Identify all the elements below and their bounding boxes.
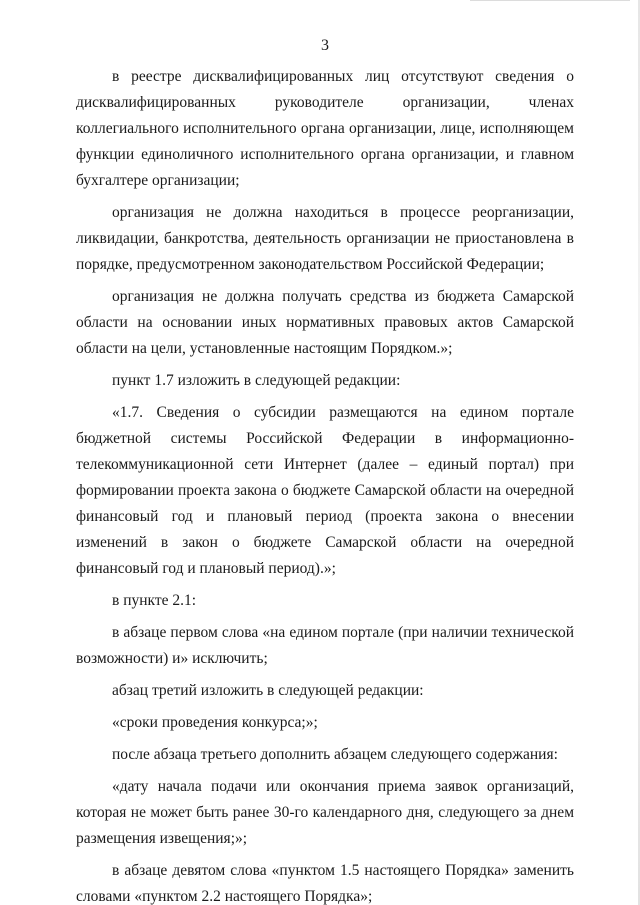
- paragraph-item-1-7-intro: пункт 1.7 изложить в следующей редакции:: [112, 372, 401, 389]
- paragraph-item-2-1-intro: в пункте 2.1:: [112, 592, 197, 609]
- paragraph-first-abzats: в абзаце первом слова «на едином портале (при наличии технической возможности) и» исключить;: [76, 624, 574, 667]
- scan-artifact-top: [470, 0, 630, 1]
- paragraph-application-date: «дату начала подачи или окончания приема заявок организаций, которая не может быть ранее 30-го календарного дня, следующего за днем размещения извещения;»;: [76, 778, 574, 847]
- paragraph-item-1-7-text: «1.7. Сведения о субсидии размещаются на едином портале бюджетной системы Российской Федерации в информационно-телекоммуникационной сети Интернет (далее – единый портал) при формировании проекта закона о бюджете Самарской области на очередной финансовый год и плановый период (проекта закона о внесении изменений в закон о бюджете Самарской области на очередной финансовый год и плановый период).»;: [76, 404, 574, 577]
- paragraph-after-third-abzats: после абзаца третьего дополнить абзацем следующего содержания:: [112, 746, 558, 763]
- paragraph-reorganization: организация не должна находиться в процессе реорганизации, ликвидации, банкротства, деятельность организации не приостановлена в порядке, предусмотренном законодательством Российской Федерации;: [76, 204, 574, 273]
- paragraph-contest-terms: «сроки проведения конкурса;»;: [112, 714, 318, 731]
- paragraph-third-abzats-intro: абзац третий изложить в следующей редакции:: [112, 682, 424, 699]
- paragraph-budget-funds: организация не должна получать средства из бюджета Самарской области на основании иных нормативных правовых актов Самарской области на цели, установленные настоящим Порядком.»;: [76, 288, 574, 357]
- paragraph-disqualified-persons: в реестре дисквалифицированных лиц отсутствуют сведения о дисквалифицированных руководителе организации, членах коллегиального исполнительного органа организации, лице, исполняющем функции единоличного исполнительного органа организации, и главном бухгалтере организации;: [76, 68, 574, 189]
- page-number: 3: [321, 37, 329, 54]
- paragraph-ninth-abzats: в абзаце девятом слова «пунктом 1.5 настоящего Порядка» заменить словами «пунктом 2.2 настоящего Порядка»;: [76, 862, 574, 905]
